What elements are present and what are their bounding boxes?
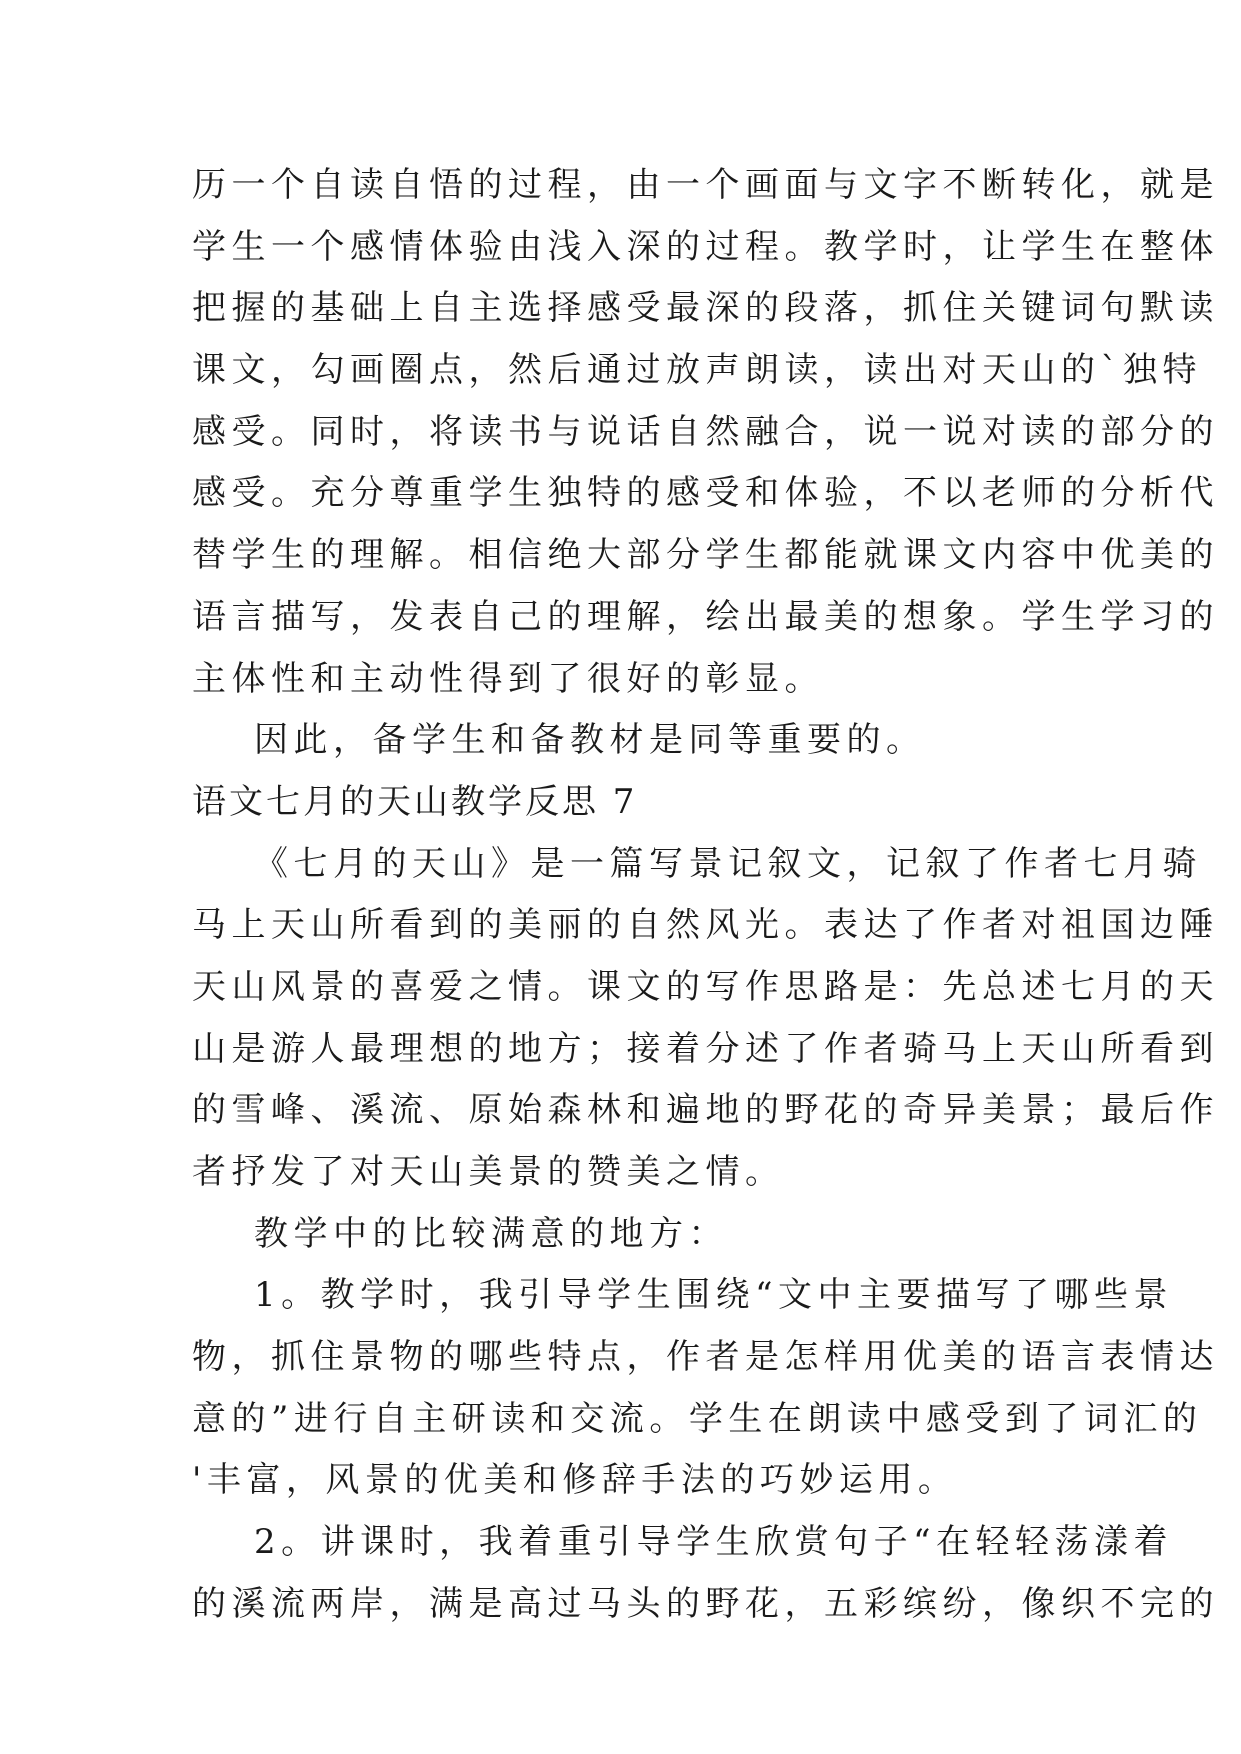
text-line: 主体性和主动性得到了很好的彰显。 xyxy=(192,658,824,699)
document-body xyxy=(192,155,1219,1636)
text-line: 替学生的理解。相信绝大部分学生都能就课文内容中优美的 xyxy=(192,535,1219,576)
text-line: 教学中的比较满意的地方： xyxy=(254,1213,728,1254)
text-line: 把握的基础上自主选择感受最深的段落，抓住关键词句默读 xyxy=(192,288,1219,329)
text-line: 的雪峰、溪流、原始森林和遍地的野花的奇异美景；最后作 xyxy=(192,1090,1219,1131)
text-line: 者抒发了对天山美景的赞美之情。 xyxy=(192,1152,785,1192)
text-line: '丰富，风景的优美和修辞手法的巧妙运用。 xyxy=(192,1460,958,1501)
text-line: 感受。同时，将读书与说话自然融合，说一说对读的部分的 xyxy=(192,411,1219,452)
text-line: 《七月的天山》是一篇写景记叙文，记叙了作者七月骑 xyxy=(254,843,1202,884)
text-line: 的溪流两岸，满是高过马头的野花，五彩缤纷，像织不完的 xyxy=(192,1583,1219,1624)
text-line: 历一个自读自悟的过程，由一个画面与文字不断转化，就是 xyxy=(192,165,1219,205)
text-line: 2。讲课时，我着重引导学生欣赏句子“在轻轻荡漾着 xyxy=(254,1522,1174,1563)
text-line: 1。教学时，我引导学生围绕“文中主要描写了哪些景 xyxy=(254,1275,1174,1316)
text-line: 物，抓住景物的哪些特点，作者是怎样用优美的语言表情达 xyxy=(192,1337,1219,1378)
text-line: 感受。充分尊重学生独特的感受和体验，不以老师的分析代 xyxy=(192,473,1219,514)
text-line: 语言描写，发表自己的理解，绘出最美的想象。学生学习的 xyxy=(192,596,1219,637)
text-line: 因此，备学生和备教材是同等重要的。 xyxy=(254,720,926,761)
section-heading: 语文七月的天山教学反思 7 xyxy=(192,781,638,822)
text-line: 意的”进行自主研读和交流。学生在朗读中感受到了词汇的 xyxy=(192,1398,1203,1439)
text-line: 学生一个感情体验由浅入深的过程。教学时，让学生在整体 xyxy=(192,226,1219,267)
text-line: 山是游人最理想的地方；接着分述了作者骑马上天山所看到 xyxy=(192,1028,1219,1069)
text-line: 课文，勾画圈点，然后通过放声朗读，读出对天山的`独特 xyxy=(192,350,1202,391)
text-line: 马上天山所看到的美丽的自然风光。表达了作者对祖国边陲 xyxy=(192,905,1219,946)
text-line: 天山风景的喜爱之情。课文的写作思路是：先总述七月的天 xyxy=(192,966,1219,1007)
